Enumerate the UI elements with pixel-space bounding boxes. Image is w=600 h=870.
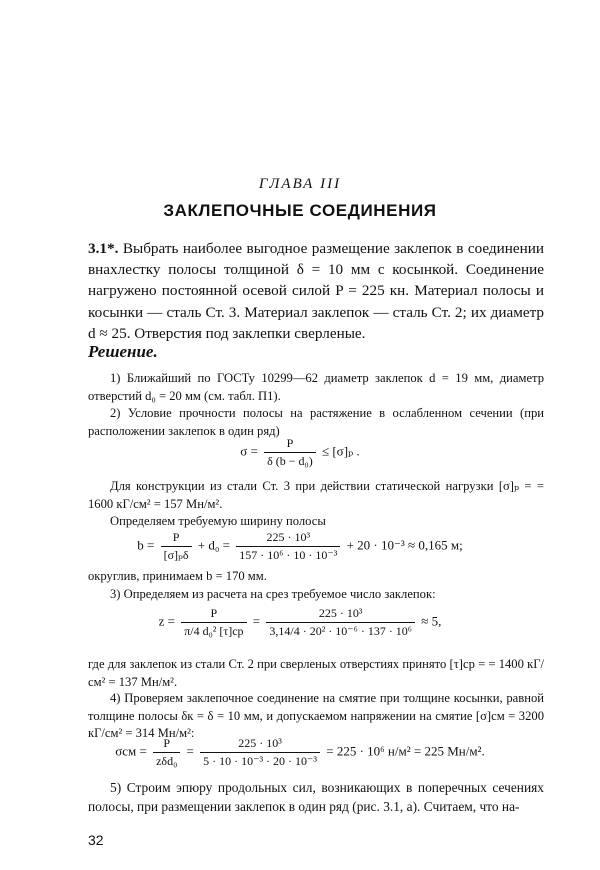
step-1: 1) Ближайший по ГОСТу 10299—62 диаметр заклепок d = 19 мм, диаметр отверстий d₀ = 20 мм (см. табл. П1). (88, 371, 544, 403)
formula-bearing-fraction-1 (153, 736, 180, 769)
step-2-rounding: округлив, принимаем b = 170 мм. (88, 569, 267, 583)
fraction-denominator: δ (b − d₀) (267, 454, 313, 468)
fraction-numerator: 225 · 10³ (236, 530, 340, 547)
fraction-numerator: 225 · 10³ (266, 606, 415, 623)
step-2-width-intro: Определяем требуемую ширину полосы (110, 514, 326, 528)
formula-rivet-count-eq: = (252, 613, 261, 629)
fraction-numerator: 225 · 10³ (200, 736, 320, 753)
fraction-denominator: 157 · 10⁶ · 10 · 10⁻³ (239, 548, 338, 562)
formula-bearing-right: = 225 · 10⁶ н/м² = 225 Мн/м². (326, 743, 485, 759)
step-4: 4) Проверяем заклепочное соединение на смятие при толщине косынки, равной толщине полосы δк = δ = 10 мм, и допускаемом напряжении на смятие [σ]см = 3200 кГ/см² = 314 Мн/м²: (88, 691, 544, 740)
formula-width-fraction-1 (161, 530, 192, 563)
fraction-denominator: 5 · 10 · 10⁻³ · 20 · 10⁻³ (203, 754, 317, 768)
formula-width-fraction-2 (236, 530, 340, 563)
fraction-numerator: P (181, 606, 246, 623)
formula-rivet-count-fraction-1 (181, 606, 246, 639)
formula-bearing-eq: = (186, 743, 194, 759)
fraction-numerator: P (264, 436, 316, 453)
formula-width (0, 530, 600, 563)
step-3-shear-stress: где для заклепок из стали Ст. 2 при сверленых отверстиях принято [τ]ср = = 1400 кГ/см² = 137 Мн/м². (88, 657, 544, 689)
problem-number: 3.1*. (88, 240, 119, 257)
formula-strength-fraction (264, 436, 316, 469)
fraction-denominator: [σ]ₚδ (163, 548, 189, 562)
problem-statement (88, 238, 544, 344)
step-2-allowable-stress: Для конструкции из стали Ст. 3 при действии статической нагрузки [σ]ₚ = = 1600 кГ/см² = 157 Мн/м². (88, 479, 544, 511)
formula-bearing-stress (0, 736, 600, 769)
formula-bearing-fraction-2 (200, 736, 320, 769)
formula-width-mid: + d₀ = (197, 537, 230, 553)
formula-rivet-count-right: ≈ 5, (421, 613, 442, 629)
step-3: 3) Определяем из расчета на срез требуемое число заклепок: (110, 587, 436, 601)
fraction-numerator: P (161, 530, 192, 547)
step-5: 5) Строим эпюру продольных сил, возникающих в поперечных сечениях полосы, при размещении заклепок в один ряд (рис. 3.1, а). Считаем, что на- (88, 780, 544, 814)
formula-width-left: b = (137, 537, 155, 553)
formula-rivet-count (0, 606, 600, 639)
formula-strength-left: σ = (240, 443, 258, 459)
formula-rivet-count-fraction-2 (266, 606, 415, 639)
formula-strength-right: ≤ [σ]ₚ . (321, 443, 360, 459)
formula-width-right: + 20 · 10⁻³ ≈ 0,165 м; (346, 537, 463, 553)
problem-text: Выбрать наиболее выгодное размещение заклепок в соединении внахлестку полосы толщиной δ = 10 мм с косынкой. Соединение нагружено постоянной осевой силой P = 225 кн. Материал полосы и косынки — сталь Ст. 3. Материал заклепок — сталь Ст. 2; их диаметр d ≈ 25. Отверстия под заклепки сверленые. (88, 240, 545, 342)
formula-bearing-left: σсм = (115, 743, 147, 759)
fraction-numerator: P (153, 736, 180, 753)
chapter-heading: ГЛАВА III (258, 176, 342, 192)
fraction-denominator: zδd₀ (156, 754, 178, 768)
chapter-title: ЗАКЛЕПОЧНЫЕ СОЕДИНЕНИЯ (163, 201, 437, 220)
fraction-denominator: π/4 d₀² [τ]ср (184, 624, 244, 638)
solution-heading: Решение. (88, 342, 158, 361)
formula-rivet-count-left: z = (158, 613, 175, 629)
page-number: 32 (88, 832, 104, 848)
step-2: 2) Условие прочности полосы на растяжение в ослабленном сечении (при расположении заклепок в один ряд) (88, 406, 544, 438)
formula-strength (0, 436, 600, 469)
fraction-denominator: 3,14/4 · 20² · 10⁻⁶ · 137 · 10⁶ (269, 624, 412, 638)
